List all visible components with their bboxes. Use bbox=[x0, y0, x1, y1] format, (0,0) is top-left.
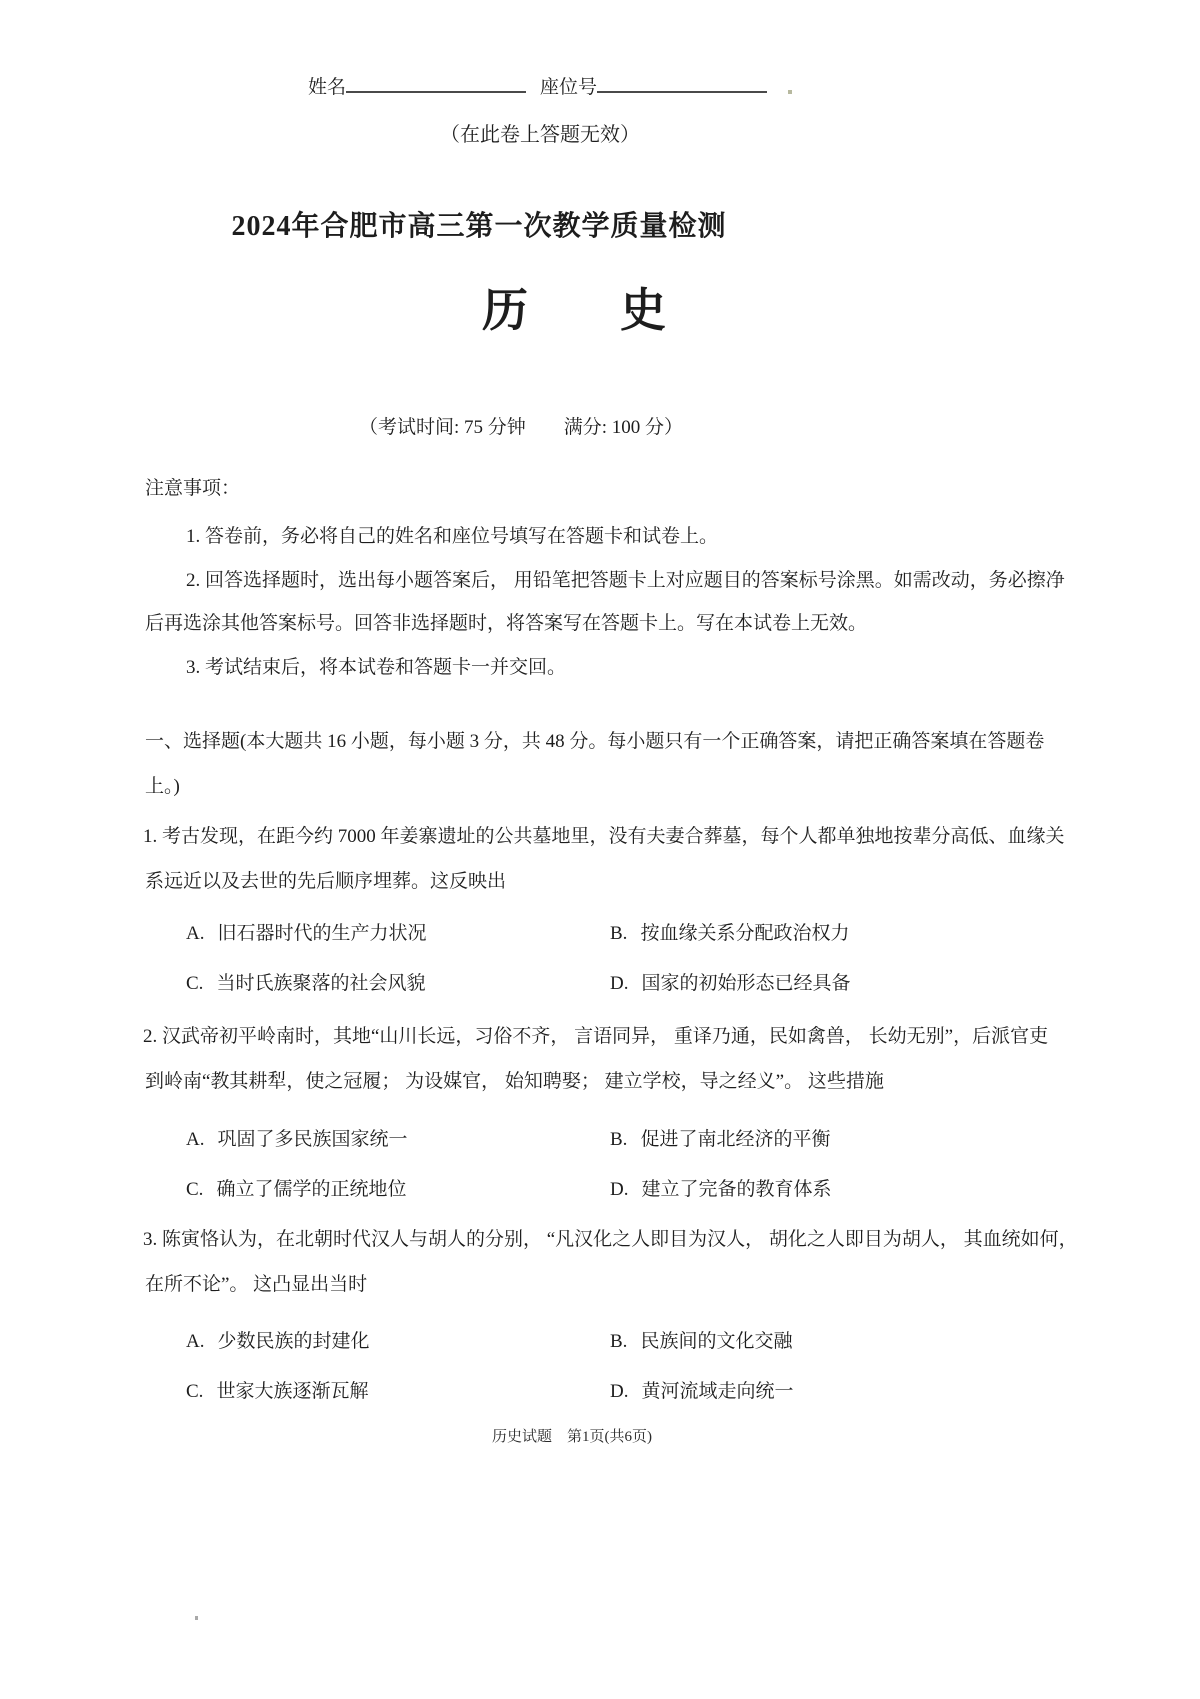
note-item-2-line-1: 2. 回答选择题时，选出每小题答案后， 用铅笔把答题卡上对应题目的答案标号涂黑。如需改动，务必擦净 bbox=[186, 570, 1065, 591]
question-3-option-d bbox=[610, 1379, 794, 1405]
question-3-option-b bbox=[610, 1329, 792, 1355]
section-heading-line-2: 上。) bbox=[145, 776, 180, 797]
option-label: C. bbox=[186, 1179, 204, 1200]
question-2-option-c bbox=[186, 1177, 406, 1203]
option-text: 民族间的文化交融 bbox=[640, 1331, 793, 1352]
question-1-line-1: 1. 考古发现，在距今约 7000 年姜寨遗址的公共墓地里，没有夫妻合葬墓，每个人都单独地按辈分高低、血缘关 bbox=[143, 826, 1065, 847]
question-1-option-a bbox=[186, 921, 427, 947]
subject-title: 历 史 bbox=[482, 285, 666, 336]
section-heading-line-1: 一、选择题(本大题共 16 小题，每小题 3 分，共 48 分。每小题只有一个正确答案，请把正确答案填在答题卷 bbox=[145, 731, 1045, 752]
option-text: 促进了南北经济的平衡 bbox=[640, 1129, 831, 1150]
option-text: 世家大族逐渐瓦解 bbox=[216, 1381, 369, 1402]
note-item-3: 3. 考试结束后，将本试卷和答题卡一并交回。 bbox=[186, 657, 567, 678]
question-3-line-1: 3. 陈寅恪认为，在北朝时代汉人与胡人的分别， “凡汉化之人即目为汉人， 胡化之人即目为胡人， 其血统如何， bbox=[143, 1229, 1078, 1250]
option-label: D. bbox=[610, 973, 629, 994]
option-label: D. bbox=[610, 1179, 629, 1200]
option-text: 按血缘关系分配政治权力 bbox=[640, 923, 850, 944]
option-label: A. bbox=[186, 1129, 205, 1150]
option-text: 建立了完备的教育体系 bbox=[641, 1179, 832, 1200]
option-label: B. bbox=[610, 1331, 628, 1352]
option-label: A. bbox=[186, 1331, 205, 1352]
notes-heading: 注意事项： bbox=[145, 478, 241, 499]
question-2-option-d bbox=[610, 1177, 832, 1203]
scan-speck bbox=[195, 1616, 198, 1620]
question-3-option-c bbox=[186, 1379, 368, 1405]
question-2-option-b bbox=[610, 1127, 830, 1153]
question-3-option-a bbox=[186, 1329, 370, 1355]
option-label: D. bbox=[610, 1381, 629, 1402]
option-text: 少数民族的封建化 bbox=[217, 1331, 370, 1352]
question-1-line-2: 系远近以及去世的先后顺序埋葬。这反映出 bbox=[145, 871, 507, 892]
scan-speck bbox=[788, 90, 792, 94]
question-2-line-2: 到岭南“教其耕犁，使之冠履； 为设媒官， 始知聘娶； 建立学校，导之经义”。 这些措施 bbox=[145, 1071, 884, 1092]
option-text: 黄河流域走向统一 bbox=[641, 1381, 794, 1402]
option-label: B. bbox=[610, 1129, 628, 1150]
question-1-option-c bbox=[186, 971, 425, 997]
option-text: 当时氏族聚落的社会风貌 bbox=[216, 973, 426, 994]
question-3-line-2: 在所不论”。 这凸显出当时 bbox=[145, 1274, 368, 1295]
option-text: 国家的初始形态已经具备 bbox=[641, 973, 851, 994]
invalid-notice: （在此卷上答题无效） bbox=[440, 124, 640, 146]
option-text: 确立了儒学的正统地位 bbox=[216, 1179, 407, 1200]
name-seat-row bbox=[308, 72, 767, 101]
option-label: A. bbox=[186, 923, 205, 944]
option-text: 巩固了多民族国家统一 bbox=[217, 1129, 408, 1150]
question-1-option-d bbox=[610, 971, 851, 997]
question-1-option-b bbox=[610, 921, 849, 947]
option-label: C. bbox=[186, 1381, 204, 1402]
option-label: B. bbox=[610, 923, 628, 944]
question-2-line-1: 2. 汉武帝初平岭南时，其地“山川长远，习俗不齐， 言语同异， 重译乃通，民如禽兽， 长幼无别”，后派官吏 bbox=[143, 1026, 1049, 1047]
exam-title: 2024年合肥市高三第一次教学质量检测 bbox=[231, 211, 727, 242]
seat-label: 座位号 bbox=[540, 77, 598, 98]
question-2-option-a bbox=[186, 1127, 408, 1153]
seat-blank-field bbox=[597, 72, 767, 93]
exam-info: （考试时间: 75 分钟 满分: 100 分） bbox=[358, 417, 684, 438]
name-blank-field bbox=[346, 72, 526, 93]
footer-page-label: 历史试题 第1页(共6页) bbox=[492, 1429, 652, 1445]
note-item-2-line-2: 后再选涂其他答案标号。回答非选择题时，将答案写在答题卡上。写在本试卷上无效。 bbox=[145, 613, 868, 634]
note-item-1: 1. 答卷前，务必将自己的姓名和座位号填写在答题卡和试卷上。 bbox=[186, 526, 719, 547]
option-text: 旧石器时代的生产力状况 bbox=[217, 923, 427, 944]
option-label: C. bbox=[186, 973, 204, 994]
name-label: 姓名 bbox=[308, 77, 347, 98]
